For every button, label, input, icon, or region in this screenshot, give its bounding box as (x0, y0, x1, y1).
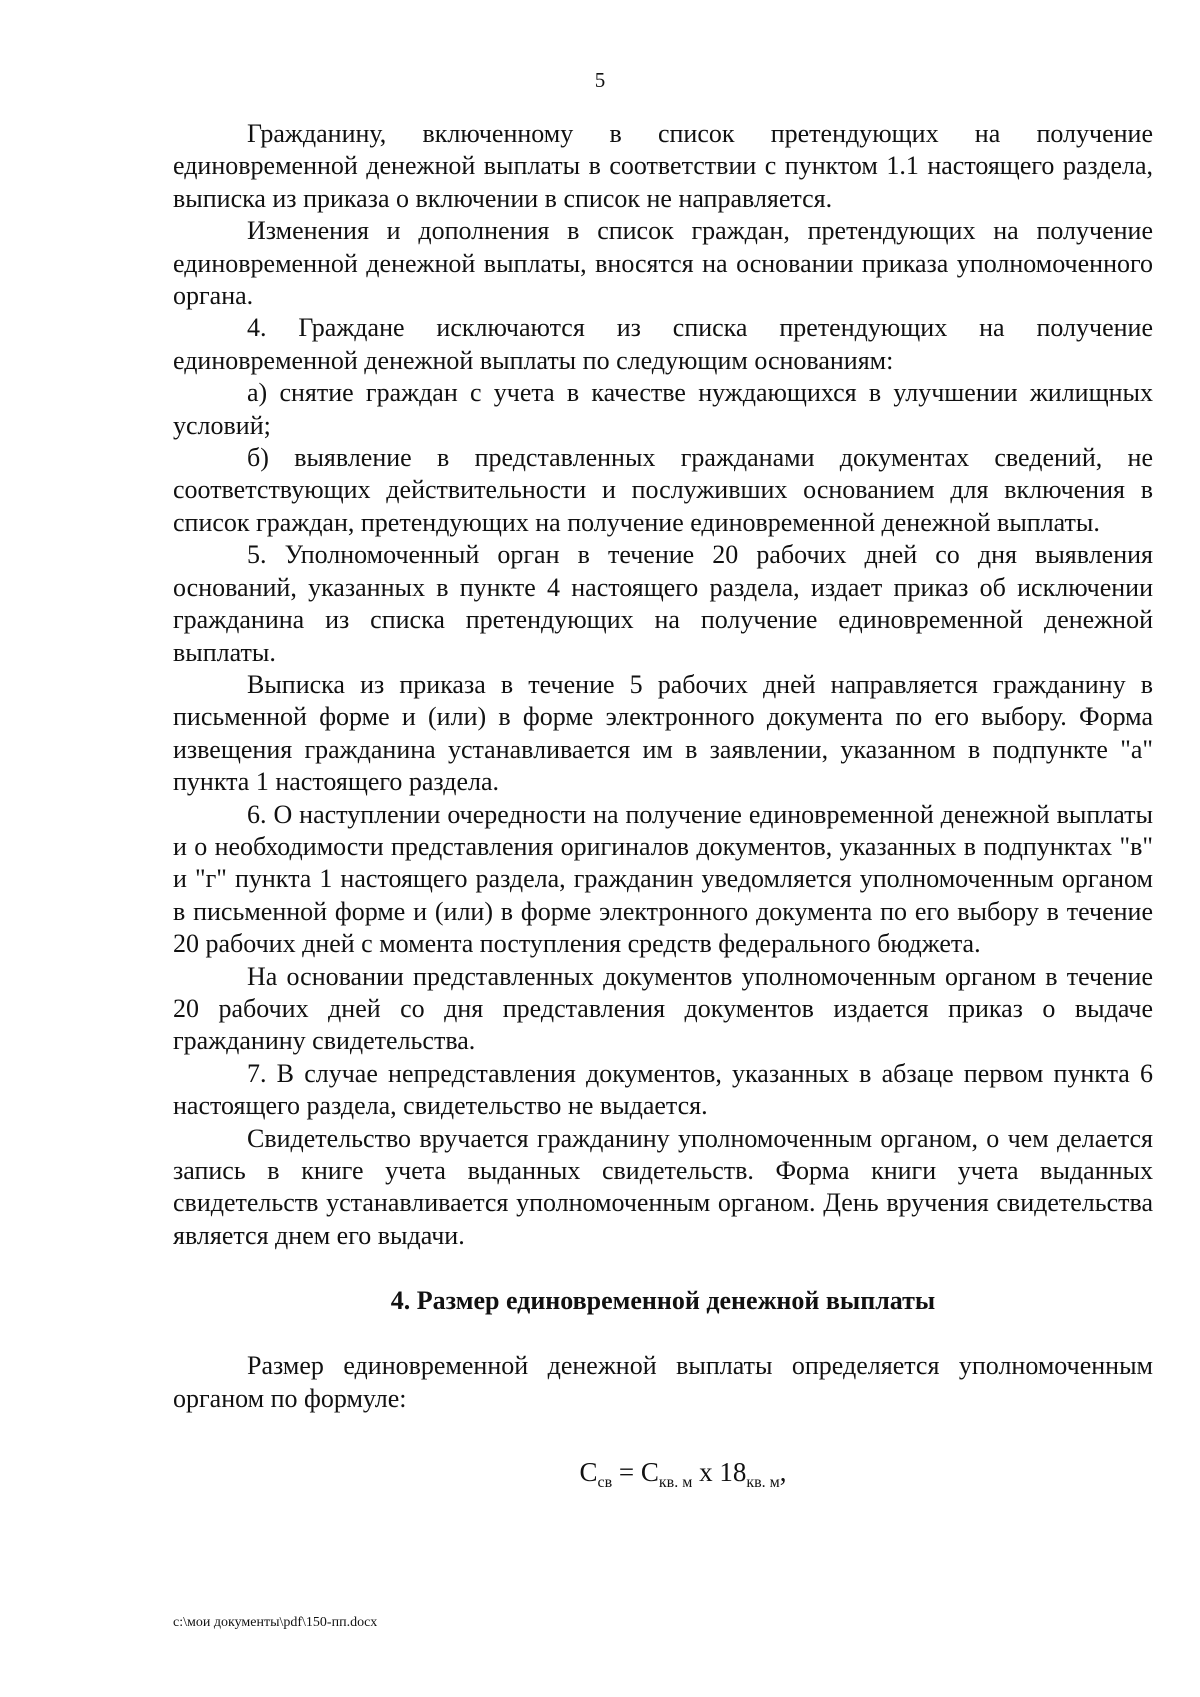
paragraph: 4. Граждане исключаются из списка претендующих на получение единовременной денежной выплаты по следующим основаниям: (173, 313, 1153, 375)
document-body (173, 118, 1153, 1501)
paragraph: б) выявление в представленных гражданами документах сведений, не соответствующих действительности и послуживших основанием для включения в список граждан, претендующих на получение единовременной денежной выплаты. (173, 443, 1153, 537)
paragraph: 6. О наступлении очередности на получение единовременной денежной выплаты и о необходимости представления оригиналов документов, указанных в подпунктах "в" и "г" пункта 1 настоящего раздела, гражданин уведомляется уполномоченным органом в письменной форме и (или) в форме электронного документа по его выбору в течение 20 рабочих дней с момента поступления средств федерального бюджета. (173, 799, 1153, 959)
footer-file-path: c:\мои документы\pdf\150-пп.docx (173, 1615, 378, 1630)
paragraph: На основании представленных документов уполномоченным органом в течение 20 рабочих дней со дня представления документов издается приказ о выдаче гражданину свидетельства. (173, 961, 1153, 1056)
paragraph: Гражданину, включенному в список претендующих на получение единовременной денежной выплаты в соответствии с пунктом 1.1 настоящего раздела, выписка из приказа о включении в список не направляется. (173, 119, 1153, 213)
paragraph: Свидетельство вручается гражданину уполномоченным органом, о чем делается запись в книге учета выданных свидетельств. Форма книги учета выданных свидетельств устанавливается уполномоченным органом. День вручения свидетельства является днем его выдачи. (173, 1123, 1153, 1250)
page-number: 5 (594, 68, 606, 92)
paragraph: Выписка из приказа в течение 5 рабочих дней направляется гражданину в письменной форме и (или) в форме электронного документа по его выбору. Форма извещения гражданина устанавливается им в заявлении, указанном в подпункте "а" пункта 1 настоящего раздела. (173, 669, 1153, 797)
formula-trailing-comma: , (779, 1457, 787, 1488)
formula-times: x (692, 1457, 720, 1488)
formula-term1-subscript: кв. м (658, 1474, 693, 1492)
formula-term2: 18 (719, 1457, 747, 1488)
formula-term2-subscript: кв. м (746, 1474, 780, 1492)
formula-term1: С (640, 1457, 659, 1488)
paragraph: 7. В случае непредставления документов, указанных в абзаце первом пункта 6 настоящего раздела, свидетельство не выдается. (173, 1058, 1153, 1121)
formula (173, 1454, 1153, 1501)
formula-lhs-subscript: св (597, 1474, 613, 1492)
paragraph: 5. Уполномоченный орган в течение 20 рабочих дней со дня выявления оснований, указанных в пункте 4 настоящего раздела, издает приказ об исключении гражданина из списка претендующих на получение единовременной денежной выплаты. (173, 540, 1153, 667)
section-heading: 4. Размер единовременной денежной выплаты (390, 1286, 936, 1316)
formula-equals: = (612, 1457, 641, 1488)
formula-lhs: С (579, 1457, 598, 1488)
paragraph: а) снятие граждан с учета в качестве нуждающихся в улучшении жилищных условий; (173, 378, 1153, 440)
paragraph: Размер единовременной денежной выплаты определяется уполномоченным органом по формуле: (173, 1351, 1153, 1413)
paragraph: Изменения и дополнения в список граждан, претендующих на получение единовременной денежной выплаты, вносятся на основании приказа уполномоченного органа. (173, 216, 1153, 311)
